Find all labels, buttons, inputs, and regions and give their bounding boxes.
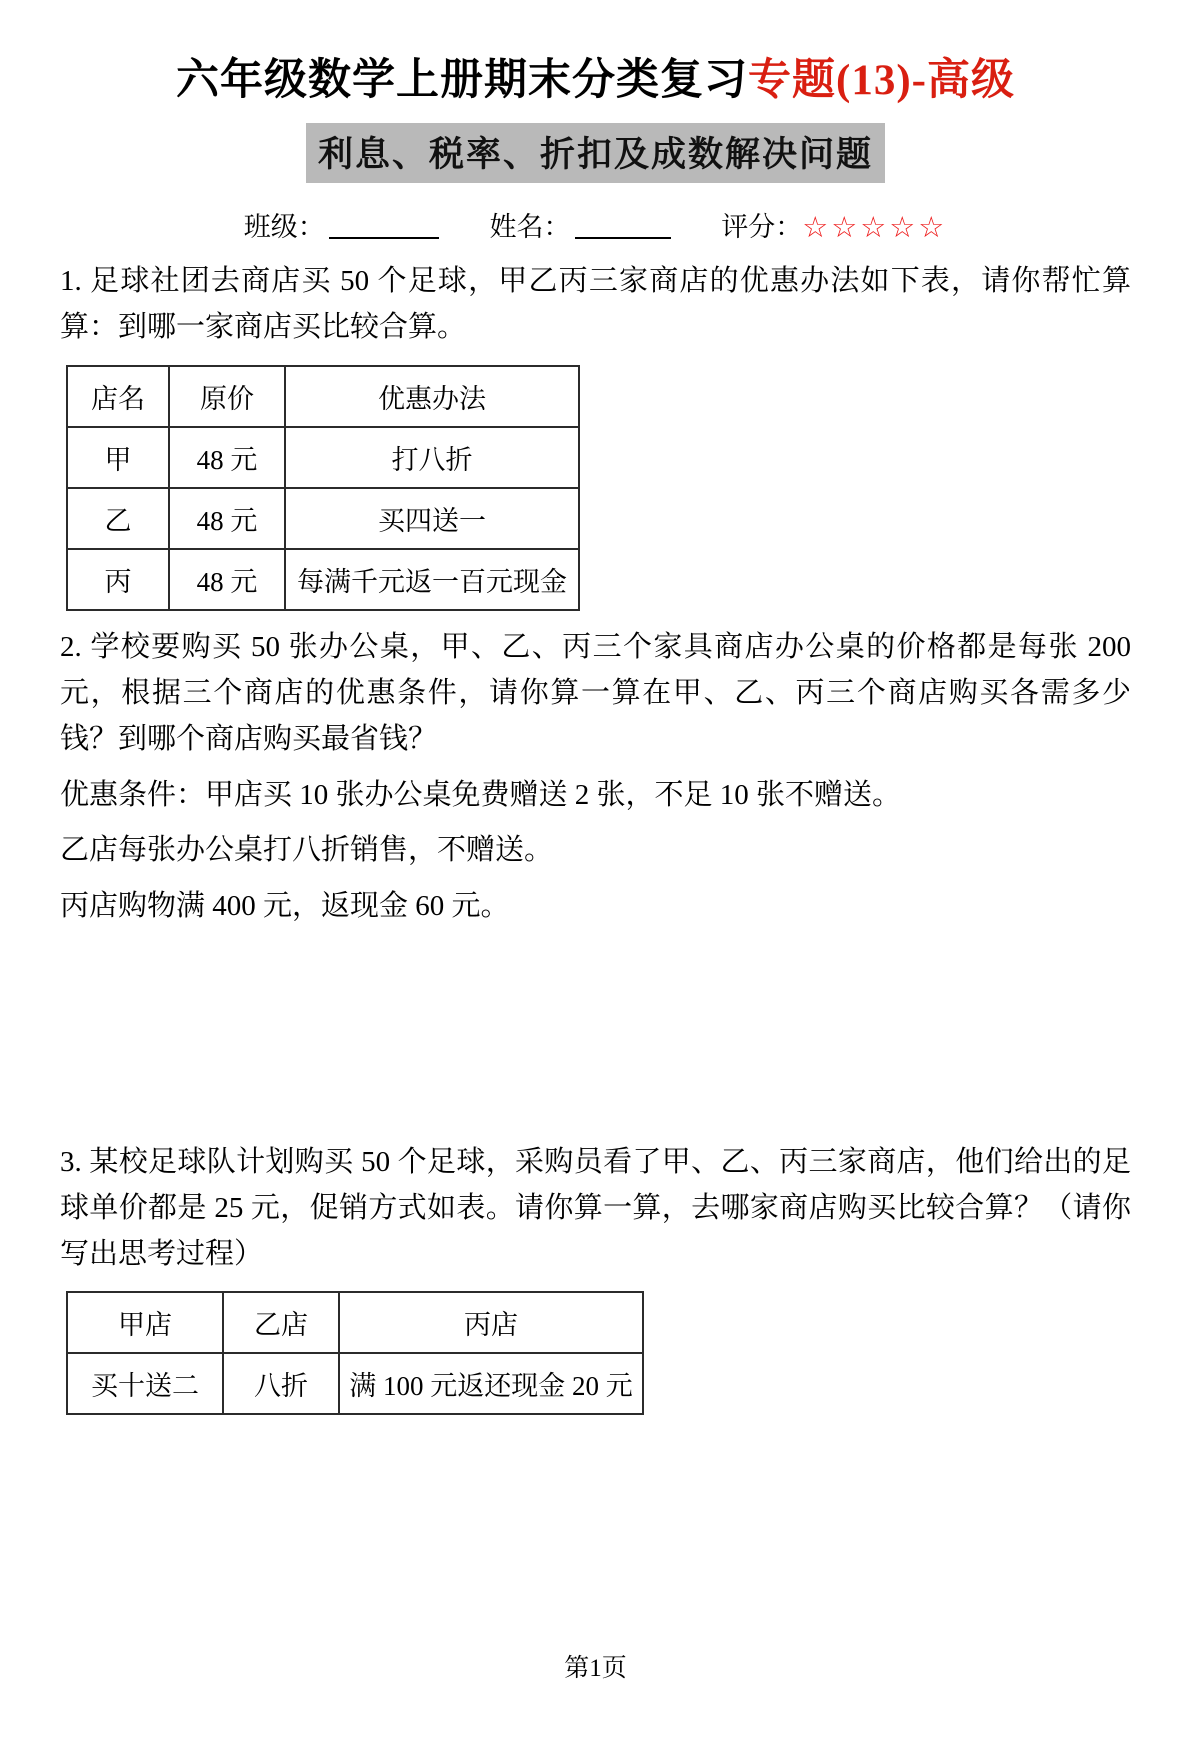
table-row [67,1353,643,1414]
name-input[interactable] [575,215,671,239]
worksheet-page [0,56,1191,1740]
page-title-red: 专题(13)-高级 [748,57,1015,104]
question-3-text: 3. 某校足球队计划购买 50 个足球，采购员看了甲、乙、丙三家商店，他们给出的足球单价都是 25 元，促销方式如表。请你算一算，去哪家商店购买比较合算？（请你写出思考过程） [60,1145,1131,1270]
class-input[interactable] [329,215,439,239]
page-number: 第1页 [564,1655,627,1682]
score-label: 评分： [721,212,803,243]
table-cell: 乙 [67,488,169,549]
table-row [67,549,579,610]
table-cell: 每满千元返一百元现金 [285,549,579,610]
table-header-cell: 原价 [169,366,285,427]
table-cell: 买十送二 [67,1353,223,1414]
table-cell: 满 100 元返还现金 20 元 [339,1353,643,1414]
page-subtitle: 利息、税率、折扣及成数解决问题 [306,123,885,183]
question-2-text: 2. 学校要购买 50 张办公桌，甲、乙、丙三个家具商店办公桌的价格都是每张 200 元，根据三个商店的优惠条件，请你算一算在甲、乙、丙三个商店购买各需多少钱？到哪个商店购买最省钱？ [60,631,1131,755]
table-cell: 打八折 [285,427,579,488]
table-header-cell: 丙店 [339,1292,643,1353]
table-cell: 丙 [67,549,169,610]
name-field-group [490,205,671,244]
table-header-cell: 甲店 [67,1292,223,1353]
score-field-group [721,205,947,245]
question-2-condition-1: 优惠条件：甲店买 10 张办公桌免费赠送 2 张，不足 10 张不赠送。 [60,778,902,811]
table-header-row [67,366,579,427]
page-footer [0,1648,1191,1684]
question-2-answer-space[interactable] [60,930,1131,1126]
table-cell: 48 元 [169,549,285,610]
table-cell: 48 元 [169,488,285,549]
table-cell: 买四送一 [285,488,579,549]
subtitle-container [60,123,1131,183]
table-cell: 48 元 [169,427,285,488]
table-header-cell: 乙店 [223,1292,339,1353]
page-title-black: 六年级数学上册期末分类复习 [176,57,749,104]
table-row [67,488,579,549]
table-header-cell: 优惠办法 [285,366,579,427]
question-3-table [66,1291,644,1415]
question-1-table [66,365,580,611]
question-2-condition-3: 丙店购物满 400 元，返现金 60 元。 [60,890,510,923]
table-header-row [67,1292,643,1353]
table-cell: 甲 [67,427,169,488]
class-label: 班级： [243,212,325,243]
question-1-text: 1. 足球社团去商店买 50 个足球，甲乙丙三家商店的优惠办法如下表，请你帮忙算算：到哪一家商店买比较合算。 [60,265,1131,344]
class-field-group [244,205,439,244]
student-info-row [60,205,1131,245]
score-stars[interactable]: ☆☆☆☆☆ [802,212,948,245]
table-row [67,427,579,488]
table-cell: 八折 [223,1353,339,1414]
name-label: 姓名： [489,212,571,243]
page-title [60,56,1131,105]
question-2-condition-2: 乙店每张办公桌打八折销售，不赠送。 [60,834,554,867]
table-header-cell: 店名 [67,366,169,427]
